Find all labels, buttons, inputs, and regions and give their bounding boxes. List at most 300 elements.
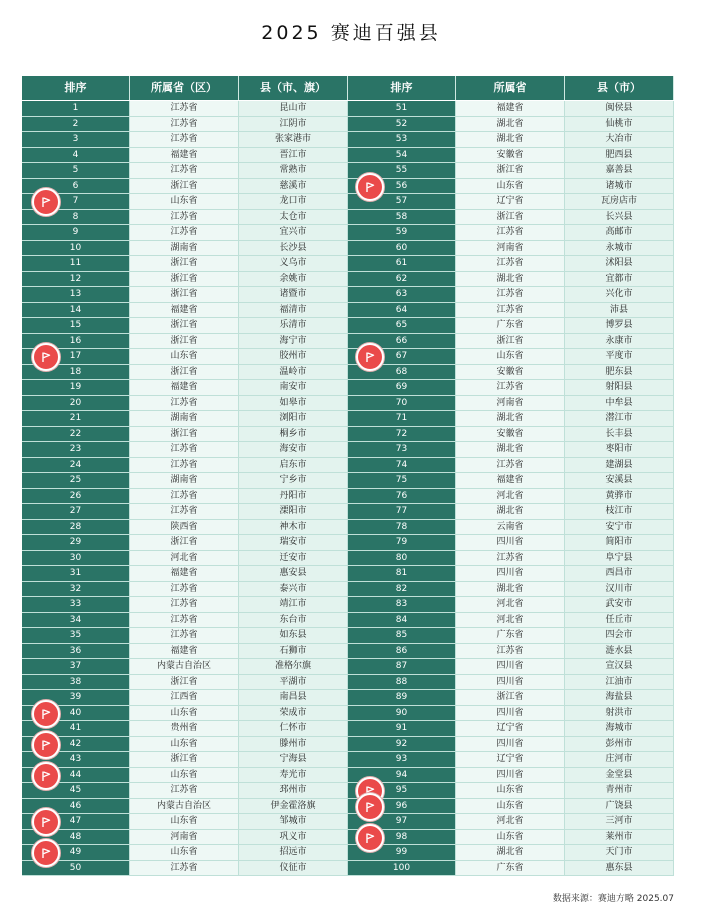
ranking-tables: [22, 76, 674, 884]
county-cell: 胶州市: [239, 349, 348, 365]
county-cell: 汉川市: [565, 582, 674, 598]
province-cell: 广东省: [456, 318, 565, 334]
table-row: [22, 659, 348, 675]
header-province: 所属省（区）: [130, 76, 239, 100]
county-cell: 永康市: [565, 334, 674, 350]
table-row: [348, 706, 674, 722]
shandong-flag-icon: [32, 731, 60, 759]
province-cell: 湖北省: [456, 582, 565, 598]
rank-cell: 52: [348, 117, 456, 133]
table-row: [22, 675, 348, 691]
county-cell: 广饶县: [565, 799, 674, 815]
table-row: [22, 179, 348, 195]
rank-cell: 11: [22, 256, 130, 272]
rank-cell: 71: [348, 411, 456, 427]
province-cell: 四川省: [456, 737, 565, 753]
county-cell: 三河市: [565, 814, 674, 830]
header-county: 县（市、旗）: [239, 76, 348, 100]
table-row: [22, 117, 348, 133]
table-row: [348, 721, 674, 737]
county-cell: 肥西县: [565, 148, 674, 164]
rank-cell: 69: [348, 380, 456, 396]
rank-cell: 44: [22, 768, 130, 784]
province-cell: 福建省: [456, 473, 565, 489]
shandong-flag-icon: [32, 808, 60, 836]
province-cell: 山东省: [456, 349, 565, 365]
table-row: [22, 365, 348, 381]
table-row: [348, 799, 674, 815]
province-cell: 浙江省: [130, 365, 239, 381]
county-cell: 彭州市: [565, 737, 674, 753]
rank-cell: 93: [348, 752, 456, 768]
province-cell: 河北省: [456, 613, 565, 629]
table-row: [22, 845, 348, 861]
county-cell: 天门市: [565, 845, 674, 861]
province-cell: 福建省: [130, 566, 239, 582]
rank-cell: 94: [348, 768, 456, 784]
table-row: [22, 535, 348, 551]
county-cell: 安溪县: [565, 473, 674, 489]
province-cell: 浙江省: [130, 287, 239, 303]
shandong-flag-icon: [32, 700, 60, 728]
rank-cell: 28: [22, 520, 130, 536]
province-cell: 湖南省: [130, 241, 239, 257]
rank-cell: 96: [348, 799, 456, 815]
county-cell: 邳州市: [239, 783, 348, 799]
county-cell: 枝江市: [565, 504, 674, 520]
table-row: [22, 396, 348, 412]
table-row: [22, 334, 348, 350]
table-row: [348, 256, 674, 272]
province-cell: 江苏省: [130, 597, 239, 613]
province-cell: 广东省: [456, 628, 565, 644]
county-cell: 射阳县: [565, 380, 674, 396]
rank-cell: 65: [348, 318, 456, 334]
rank-cell: 14: [22, 303, 130, 319]
province-cell: 湖南省: [130, 411, 239, 427]
rank-cell: 23: [22, 442, 130, 458]
province-cell: 江苏省: [456, 287, 565, 303]
county-cell: 仁怀市: [239, 721, 348, 737]
county-cell: 邹城市: [239, 814, 348, 830]
table-row: [348, 163, 674, 179]
province-cell: 湖北省: [456, 272, 565, 288]
province-cell: 湖北省: [456, 117, 565, 133]
province-cell: 山东省: [130, 845, 239, 861]
table-row: [348, 830, 674, 846]
province-cell: 江苏省: [130, 117, 239, 133]
table-row: [22, 194, 348, 210]
rank-cell: 89: [348, 690, 456, 706]
county-cell: 桐乡市: [239, 427, 348, 443]
province-cell: 河北省: [456, 489, 565, 505]
rank-cell: 75: [348, 473, 456, 489]
province-cell: 湖南省: [130, 473, 239, 489]
table-row: [22, 489, 348, 505]
rank-cell: 63: [348, 287, 456, 303]
table-row: [348, 644, 674, 660]
table-row: [348, 566, 674, 582]
province-cell: 广东省: [456, 861, 565, 877]
county-cell: 寿光市: [239, 768, 348, 784]
county-cell: 宜兴市: [239, 225, 348, 241]
rank-cell: 18: [22, 365, 130, 381]
province-cell: 江苏省: [456, 458, 565, 474]
rank-cell: 58: [348, 210, 456, 226]
table-row: [348, 179, 674, 195]
table-row: [22, 349, 348, 365]
rank-cell: 49: [22, 845, 130, 861]
rank-cell: 3: [22, 132, 130, 148]
province-cell: 浙江省: [130, 179, 239, 195]
province-cell: 福建省: [130, 148, 239, 164]
county-cell: 瑞安市: [239, 535, 348, 551]
province-cell: 湖北省: [456, 845, 565, 861]
rank-cell: 86: [348, 644, 456, 660]
province-cell: 山东省: [130, 814, 239, 830]
county-cell: 宁海县: [239, 752, 348, 768]
table-row: [348, 473, 674, 489]
county-cell: 中牟县: [565, 396, 674, 412]
province-cell: 山东省: [130, 706, 239, 722]
table-row: [22, 520, 348, 536]
table-row: [22, 210, 348, 226]
province-cell: 浙江省: [456, 210, 565, 226]
table-row: [348, 272, 674, 288]
county-cell: 嘉善县: [565, 163, 674, 179]
province-cell: 四川省: [456, 675, 565, 691]
county-cell: 大冶市: [565, 132, 674, 148]
province-cell: 江苏省: [456, 551, 565, 567]
table-row: [348, 442, 674, 458]
county-cell: 石狮市: [239, 644, 348, 660]
rank-cell: 35: [22, 628, 130, 644]
county-cell: 长沙县: [239, 241, 348, 257]
rank-cell: 22: [22, 427, 130, 443]
table-row: [22, 628, 348, 644]
province-cell: 江苏省: [130, 101, 239, 117]
county-cell: 晋江市: [239, 148, 348, 164]
rank-cell: 12: [22, 272, 130, 288]
province-cell: 江苏省: [130, 504, 239, 520]
table-row: [22, 101, 348, 117]
table-row: [22, 814, 348, 830]
table-row: [348, 132, 674, 148]
rank-cell: 70: [348, 396, 456, 412]
rank-cell: 21: [22, 411, 130, 427]
county-cell: 仙桃市: [565, 117, 674, 133]
rank-cell: 1: [22, 101, 130, 117]
table-row: [22, 721, 348, 737]
province-cell: 四川省: [456, 566, 565, 582]
county-cell: 肥东县: [565, 365, 674, 381]
county-cell: 惠东县: [565, 861, 674, 877]
county-cell: 江油市: [565, 675, 674, 691]
table-row: [348, 287, 674, 303]
shandong-flag-icon: [32, 188, 60, 216]
rank-cell: 46: [22, 799, 130, 815]
province-cell: 山东省: [456, 799, 565, 815]
province-cell: 山东省: [456, 179, 565, 195]
province-cell: 江苏省: [130, 163, 239, 179]
county-cell: 射洪市: [565, 706, 674, 722]
table-row: [22, 473, 348, 489]
rank-cell: 19: [22, 380, 130, 396]
county-cell: 温岭市: [239, 365, 348, 381]
county-cell: 瓦房店市: [565, 194, 674, 210]
county-cell: 博罗县: [565, 318, 674, 334]
rank-cell: 80: [348, 551, 456, 567]
table-body-right: [348, 101, 674, 876]
county-cell: 仪征市: [239, 861, 348, 877]
province-cell: 浙江省: [456, 334, 565, 350]
county-cell: 青州市: [565, 783, 674, 799]
county-cell: 龙口市: [239, 194, 348, 210]
county-cell: 莱州市: [565, 830, 674, 846]
table-header-left: [22, 76, 348, 100]
county-cell: 阜宁县: [565, 551, 674, 567]
table-row: [348, 303, 674, 319]
province-cell: 江苏省: [130, 458, 239, 474]
table-row: [348, 411, 674, 427]
rank-cell: 67: [348, 349, 456, 365]
table-row: [348, 194, 674, 210]
county-cell: 长丰县: [565, 427, 674, 443]
county-cell: 兴化市: [565, 287, 674, 303]
rank-cell: 45: [22, 783, 130, 799]
province-cell: 江苏省: [456, 256, 565, 272]
table-row: [348, 845, 674, 861]
rank-cell: 77: [348, 504, 456, 520]
table-row: [348, 613, 674, 629]
table-row: [348, 814, 674, 830]
province-cell: 河南省: [456, 241, 565, 257]
county-cell: 海城市: [565, 721, 674, 737]
table-row: [22, 644, 348, 660]
province-cell: 江苏省: [456, 644, 565, 660]
county-cell: 东台市: [239, 613, 348, 629]
table-row: [348, 861, 674, 877]
table-row: [348, 458, 674, 474]
county-cell: 福清市: [239, 303, 348, 319]
table-row: [348, 504, 674, 520]
rank-cell: 6: [22, 179, 130, 195]
province-cell: 浙江省: [130, 318, 239, 334]
province-cell: 福建省: [130, 303, 239, 319]
table-row: [22, 442, 348, 458]
table-row: [348, 628, 674, 644]
province-cell: 江苏省: [130, 210, 239, 226]
table-row: [348, 489, 674, 505]
rank-cell: 33: [22, 597, 130, 613]
county-cell: 泰兴市: [239, 582, 348, 598]
county-cell: 金堂县: [565, 768, 674, 784]
county-cell: 招远市: [239, 845, 348, 861]
province-cell: 江苏省: [130, 225, 239, 241]
province-cell: 四川省: [456, 768, 565, 784]
county-cell: 宜都市: [565, 272, 674, 288]
shandong-flag-icon: [356, 824, 384, 852]
table-row: [22, 225, 348, 241]
rank-cell: 98: [348, 830, 456, 846]
province-cell: 安徽省: [456, 427, 565, 443]
table-row: [22, 380, 348, 396]
rank-cell: 97: [348, 814, 456, 830]
province-cell: 湖北省: [456, 442, 565, 458]
province-cell: 河南省: [130, 830, 239, 846]
rank-cell: 15: [22, 318, 130, 334]
rank-cell: 81: [348, 566, 456, 582]
county-cell: 闽侯县: [565, 101, 674, 117]
table-row: [22, 551, 348, 567]
county-cell: 神木市: [239, 520, 348, 536]
table-row: [22, 303, 348, 319]
county-cell: 宣汉县: [565, 659, 674, 675]
province-cell: 江苏省: [130, 442, 239, 458]
rank-cell: 91: [348, 721, 456, 737]
table-row: [348, 380, 674, 396]
county-cell: 沛县: [565, 303, 674, 319]
county-cell: 海宁市: [239, 334, 348, 350]
table-row: [348, 396, 674, 412]
county-cell: 西昌市: [565, 566, 674, 582]
county-cell: 昆山市: [239, 101, 348, 117]
table-row: [22, 613, 348, 629]
county-cell: 平湖市: [239, 675, 348, 691]
table-row: [22, 690, 348, 706]
rank-cell: 5: [22, 163, 130, 179]
province-cell: 山东省: [130, 737, 239, 753]
province-cell: 浙江省: [130, 256, 239, 272]
data-source-note: 数据来源：赛迪方略 2025.07: [552, 894, 674, 904]
province-cell: 福建省: [130, 644, 239, 660]
province-cell: 江苏省: [130, 582, 239, 598]
shandong-flag-icon: [356, 343, 384, 371]
county-cell: 海安市: [239, 442, 348, 458]
rank-cell: 41: [22, 721, 130, 737]
table-row: [348, 427, 674, 443]
county-cell: 南安市: [239, 380, 348, 396]
table-row: [348, 535, 674, 551]
table-row: [22, 411, 348, 427]
rank-cell: 2: [22, 117, 130, 133]
county-cell: 滕州市: [239, 737, 348, 753]
county-cell: 四会市: [565, 628, 674, 644]
shandong-flag-icon: [32, 762, 60, 790]
province-cell: 安徽省: [456, 365, 565, 381]
province-cell: 云南省: [456, 520, 565, 536]
province-cell: 湖北省: [456, 411, 565, 427]
rank-cell: 17: [22, 349, 130, 365]
table-row: [348, 582, 674, 598]
table-row: [22, 272, 348, 288]
table-row: [22, 799, 348, 815]
rank-cell: 57: [348, 194, 456, 210]
province-cell: 江苏省: [456, 225, 565, 241]
rank-cell: 20: [22, 396, 130, 412]
county-cell: 海盐县: [565, 690, 674, 706]
table-row: [22, 163, 348, 179]
table-row: [22, 597, 348, 613]
province-cell: 福建省: [456, 101, 565, 117]
rank-cell: 68: [348, 365, 456, 381]
rank-cell: 85: [348, 628, 456, 644]
header-county: 县（市）: [565, 76, 674, 100]
county-cell: 常熟市: [239, 163, 348, 179]
table-row: [22, 427, 348, 443]
table-row: [22, 752, 348, 768]
rank-cell: 74: [348, 458, 456, 474]
rank-cell: 92: [348, 737, 456, 753]
province-cell: 江苏省: [130, 132, 239, 148]
table-row: [348, 659, 674, 675]
rank-cell: 25: [22, 473, 130, 489]
county-cell: 张家港市: [239, 132, 348, 148]
county-cell: 丹阳市: [239, 489, 348, 505]
rank-cell: 79: [348, 535, 456, 551]
table-row: [348, 737, 674, 753]
rank-cell: 88: [348, 675, 456, 691]
table-row: [348, 752, 674, 768]
shandong-flag-icon: [32, 839, 60, 867]
county-cell: 如皋市: [239, 396, 348, 412]
county-cell: 武安市: [565, 597, 674, 613]
table-row: [348, 675, 674, 691]
province-cell: 河南省: [456, 396, 565, 412]
table-header-right: [348, 76, 674, 100]
province-cell: 贵州省: [130, 721, 239, 737]
county-cell: 高邮市: [565, 225, 674, 241]
province-cell: 江西省: [130, 690, 239, 706]
rank-cell: 48: [22, 830, 130, 846]
rank-cell: 31: [22, 566, 130, 582]
province-cell: 浙江省: [130, 272, 239, 288]
province-cell: 江苏省: [456, 303, 565, 319]
rank-cell: 36: [22, 644, 130, 660]
rank-cell: 54: [348, 148, 456, 164]
rank-cell: 66: [348, 334, 456, 350]
rank-cell: 87: [348, 659, 456, 675]
county-cell: 诸暨市: [239, 287, 348, 303]
province-cell: 山东省: [130, 194, 239, 210]
table-row: [348, 241, 674, 257]
rank-cell: 9: [22, 225, 130, 241]
county-cell: 黄骅市: [565, 489, 674, 505]
rank-cell: 64: [348, 303, 456, 319]
rank-cell: 100: [348, 861, 456, 877]
province-cell: 山东省: [456, 783, 565, 799]
rank-cell: 30: [22, 551, 130, 567]
province-cell: 辽宁省: [456, 194, 565, 210]
county-cell: 余姚市: [239, 272, 348, 288]
county-cell: 安宁市: [565, 520, 674, 536]
county-cell: 枣阳市: [565, 442, 674, 458]
province-cell: 辽宁省: [456, 752, 565, 768]
shandong-flag-icon: [356, 793, 384, 821]
province-cell: 四川省: [456, 706, 565, 722]
rank-cell: 84: [348, 613, 456, 629]
table-row: [22, 861, 348, 877]
table-row: [22, 566, 348, 582]
province-cell: 浙江省: [456, 163, 565, 179]
county-cell: 长兴县: [565, 210, 674, 226]
rank-cell: 51: [348, 101, 456, 117]
rank-cell: 37: [22, 659, 130, 675]
county-cell: 简阳市: [565, 535, 674, 551]
table-row: [348, 365, 674, 381]
table-row: [22, 132, 348, 148]
table-row: [22, 318, 348, 334]
